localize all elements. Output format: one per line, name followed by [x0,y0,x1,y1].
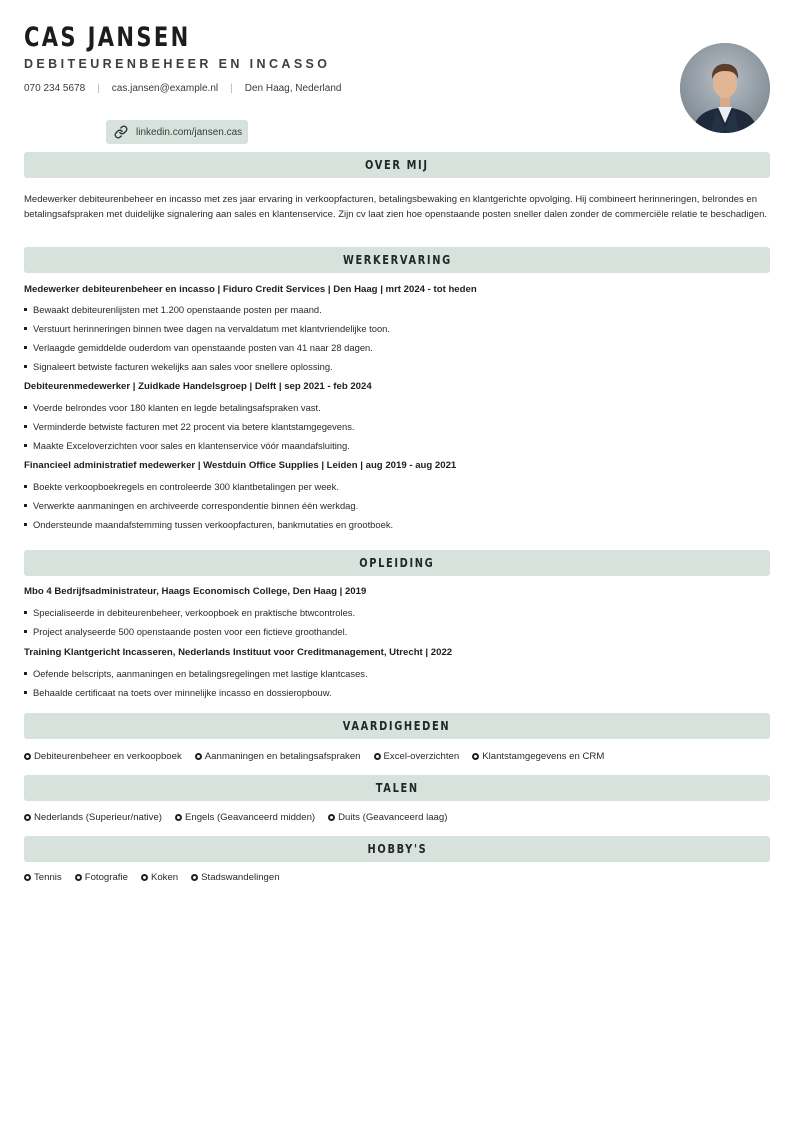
language-label: Duits (Geavanceerd laag) [338,812,448,823]
location-text: Den Haag, Nederland [244,83,342,94]
hobby-label: Tennis [34,872,62,883]
education-bullets [24,603,770,641]
bullet-ring-icon [472,753,479,760]
hobby-item [191,872,279,883]
linkedin-url: linkedin.com/jansen.cas [136,126,243,138]
section-about-header [24,152,770,178]
experience-list [24,280,770,534]
education-title: Mbo 4 Bedrijfsadministrateur, Haags Economisch College, Den Haag | 2019 [24,586,367,597]
hobbies-list [24,872,770,883]
phone-number: 070 234 5678 [24,83,86,94]
list-item: Signaleert betwiste facturen wekelijks aan sales voor snellere oplossing. [24,357,770,376]
bullet-ring-icon [24,814,31,821]
candidate-role: DEBITEURENBEHEER EN INCASSO [24,57,331,71]
link-icon [114,125,128,139]
skill-item [24,751,182,762]
bullet-ring-icon [374,753,381,760]
list-item: Verlaagde gemiddelde ouderdom van openstaande posten van 41 naar 28 dagen. [24,338,770,357]
section-title: OPLEIDING [359,556,435,570]
bullet-ring-icon [75,874,82,881]
job-title: Debiteurenmedewerker | Zuidkade Handelsgroep | Delft | sep 2021 - feb 2024 [24,381,372,392]
education-list [24,582,770,702]
section-experience-header [24,247,770,273]
skills-list [24,751,770,762]
language-item [24,812,162,823]
section-title: VAARDIGHEDEN [343,719,451,733]
list-item: Boekte verkoopboekregels en controleerde 300 klantbetalingen per week. [24,477,770,496]
bullet-ring-icon [141,874,148,881]
list-item: Oefende belscripts, aanmaningen en betalingsregelingen met lastige klantcases. [24,664,770,683]
candidate-name: CAS JANSEN [24,22,191,53]
skill-item [374,751,460,762]
bullet-ring-icon [191,874,198,881]
hobby-label: Koken [150,872,179,883]
bullet-ring-icon [195,753,202,760]
language-item [175,812,315,823]
hobby-item [24,872,62,883]
section-title: TALEN [375,781,419,795]
hobby-item [75,872,128,883]
list-item: Ondersteunde maandafstemming tussen verkoopfacturen, bankmutaties en grootboek. [24,515,770,534]
bullet-ring-icon [24,874,31,881]
language-label: Engels (Geavanceerd midden) [184,812,316,823]
hobby-item [141,872,178,883]
list-item: Voerde belrondes voor 180 klanten en legde betalingsafspraken vast. [24,398,770,417]
section-education-header [24,550,770,576]
list-item: Bewaakt debiteurenlijsten met 1.200 openstaande posten per maand. [24,300,770,319]
job-title: Medewerker debiteurenbeheer en incasso | Fiduro Credit Services | Den Haag | mrt 2024 - tot heden [24,284,477,295]
contact-separator: | [97,83,100,94]
education-title: Training Klantgericht Incasseren, Nederlands Instituut voor Creditmanagement, Utrecht | 2022 [24,647,453,658]
resume-header [24,22,770,142]
job-title: Financieel administratief medewerker | Westduin Office Supplies | Leiden | aug 2019 - aug 2021 [24,460,457,471]
contact-separator: | [230,83,233,94]
section-languages-header [24,775,770,801]
section-title: HOBBY'S [367,842,427,856]
bullet-ring-icon [24,753,31,760]
skill-label: Debiteurenbeheer en verkoopboek [34,751,182,762]
bullet-ring-icon [328,814,335,821]
bullet-ring-icon [175,814,182,821]
email-link[interactable]: cas.jansen@example.nl [111,83,219,94]
list-item: Verminderde betwiste facturen met 22 procent via betere klantstamgegevens. [24,417,770,436]
section-title: OVER MIJ [365,158,429,172]
education-bullets [24,664,770,702]
list-item: Maakte Exceloverzichten voor sales en klantenservice vóór maandafsluiting. [24,436,770,455]
languages-list [24,812,770,823]
skill-label: Excel-overzichten [383,751,460,762]
list-item: Specialiseerde in debiteurenbeheer, verkoopboek en praktische btwcontroles. [24,603,770,622]
summary-text: Medewerker debiteurenbeheer en incasso met zes jaar ervaring in verkoopfacturen, betalingsbewaking en klantgerichte opvolging. Hij combineert herinneringen, belrondes en betalingsafspraken met duidelijke signalering aan sales en klantenservice. Zijn cv laat zien hoe openstaande posten sneller dalen zonder de commerciële relatie te beschadigen. [24,194,768,220]
skill-label: Aanmaningen en betalingsafspraken [204,751,361,762]
list-item: Behaalde certificaat na toets over minnelijke incasso en dossieropbouw. [24,683,770,702]
list-item: Project analyseerde 500 openstaande posten voor een fictieve groothandel. [24,622,770,641]
section-title: WERKERVARING [342,253,452,267]
job-bullets [24,477,770,534]
skill-item [472,751,604,762]
linkedin-badge[interactable] [106,120,248,144]
section-skills-header [24,713,770,739]
hobby-label: Stadswandelingen [201,872,280,883]
skill-label: Klantstamgegevens en CRM [482,751,605,762]
contact-line [24,83,770,94]
list-item: Verwerkte aanmaningen en archiveerde correspondentie binnen één werkdag. [24,496,770,515]
job-bullets [24,398,770,455]
skill-item [195,751,361,762]
profile-photo [680,43,770,133]
section-hobbies-header [24,836,770,862]
list-item: Verstuurt herinneringen binnen twee dagen na vervaldatum met klantvriendelijke toon. [24,319,770,338]
language-label: Nederlands (Superieur/native) [34,812,162,823]
language-item [328,812,447,823]
hobby-label: Fotografie [84,872,128,883]
job-bullets [24,300,770,376]
